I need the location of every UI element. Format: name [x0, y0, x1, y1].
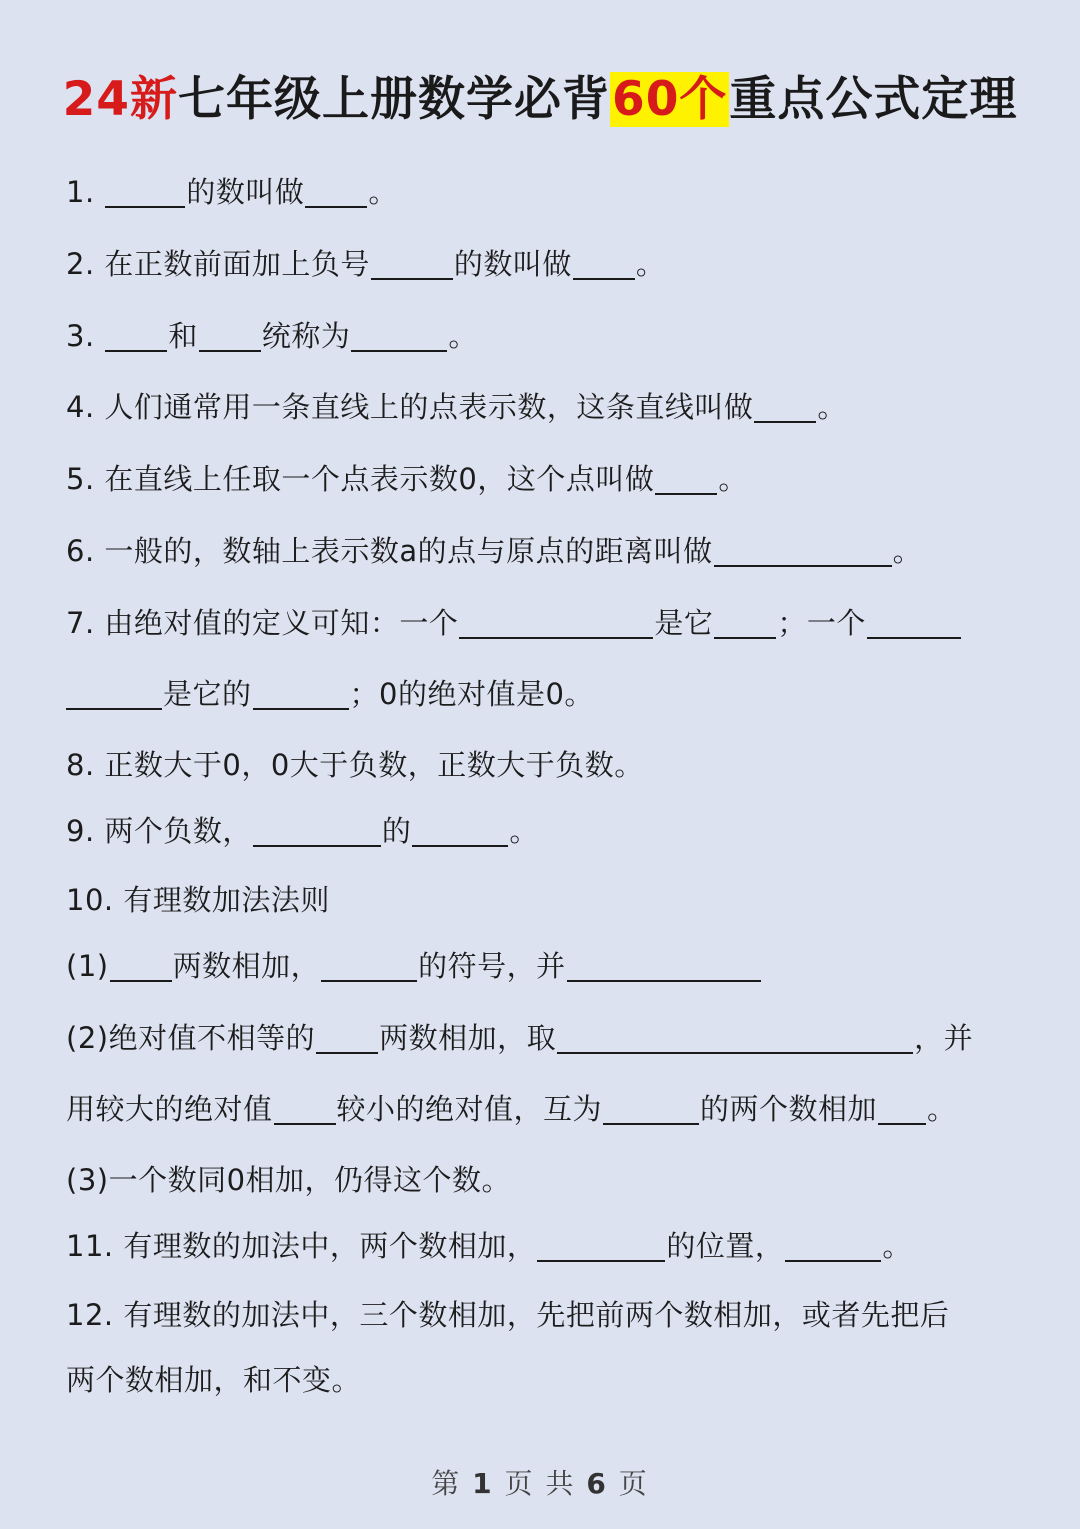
page-total: 6 [586, 1467, 608, 1500]
fill-blank[interactable] [199, 320, 261, 352]
question-7: 7. 由绝对值的定义可知：一个 是它 ；一个 [66, 603, 962, 643]
question-12-cont: 两个数相加，和不变。 [66, 1363, 362, 1397]
fill-blank[interactable] [274, 1093, 336, 1125]
fill-blank[interactable] [105, 176, 185, 208]
fill-blank[interactable] [321, 950, 417, 982]
fill-blank[interactable] [305, 176, 367, 208]
question-9: 9. 两个负数， 的 。 [66, 814, 539, 848]
title-main: 七年级上册数学必背 [178, 72, 610, 127]
fill-blank[interactable] [754, 391, 816, 423]
fill-blank[interactable] [878, 1093, 926, 1125]
fill-blank[interactable] [316, 1022, 378, 1054]
title-year: 24新 [62, 72, 178, 127]
fill-blank[interactable] [105, 320, 167, 352]
question-12: 12. 有理数的加法中，三个数相加，先把前两个数相加，或者先把后 [66, 1298, 950, 1332]
fill-blank[interactable] [459, 607, 653, 639]
page-footer: 第 1 页 共 6 页 [431, 1467, 649, 1500]
fill-blank[interactable] [110, 950, 172, 982]
question-11: 11. 有理数的加法中，两个数相加， 的位置， 。 [66, 1229, 912, 1263]
fill-blank[interactable] [253, 678, 349, 710]
question-6: 6. 一般的，数轴上表示数a的点与原点的距离叫做 。 [66, 534, 923, 568]
question-3: 3. 和 统称为 。 [66, 319, 478, 353]
page-number: 1 [472, 1467, 494, 1500]
fill-blank[interactable] [714, 607, 776, 639]
fill-blank[interactable] [785, 1230, 881, 1262]
question-4: 4. 人们通常用一条直线上的点表示数，这条直线叫做 。 [66, 390, 847, 424]
question-10-2-cont: 用较大的绝对值 较小的绝对值，互为 的两个数相加 。 [66, 1092, 957, 1126]
fill-blank[interactable] [537, 1230, 665, 1262]
fill-blank[interactable] [253, 815, 381, 847]
question-10-2: (2)绝对值不相等的 两数相加，取 ，并 [66, 1021, 974, 1055]
question-8: 8. 正数大于0，0大于负数，正数大于负数。 [66, 748, 644, 782]
fill-blank[interactable] [412, 815, 508, 847]
fill-blank[interactable] [603, 1093, 699, 1125]
fill-blank[interactable] [567, 950, 761, 982]
question-1: 1. 的数叫做 。 [66, 175, 398, 209]
question-10-3: (3)一个数同0相加，仍得这个数。 [66, 1163, 512, 1197]
question-10: 10. 有理数加法法则 [66, 883, 330, 917]
fill-blank[interactable] [867, 607, 961, 639]
fill-blank[interactable] [66, 678, 162, 710]
title-tail: 重点公式定理 [729, 72, 1018, 127]
fill-blank[interactable] [573, 248, 635, 280]
fill-blank[interactable] [655, 463, 717, 495]
fill-blank[interactable] [351, 320, 447, 352]
page-title [0, 62, 1080, 138]
fill-blank[interactable] [714, 535, 892, 567]
fill-blank[interactable] [557, 1022, 913, 1054]
question-7-cont: 是它的 ；0的绝对值是0。 [66, 674, 594, 714]
question-5: 5. 在直线上任取一个点表示数0，这个点叫做 。 [66, 462, 748, 496]
title-highlight: 60个 [612, 72, 728, 127]
question-10-1: (1) 两数相加， 的符号，并 [66, 946, 762, 986]
fill-blank[interactable] [371, 248, 453, 280]
question-2: 2. 在正数前面加上负号 的数叫做 。 [66, 247, 666, 281]
